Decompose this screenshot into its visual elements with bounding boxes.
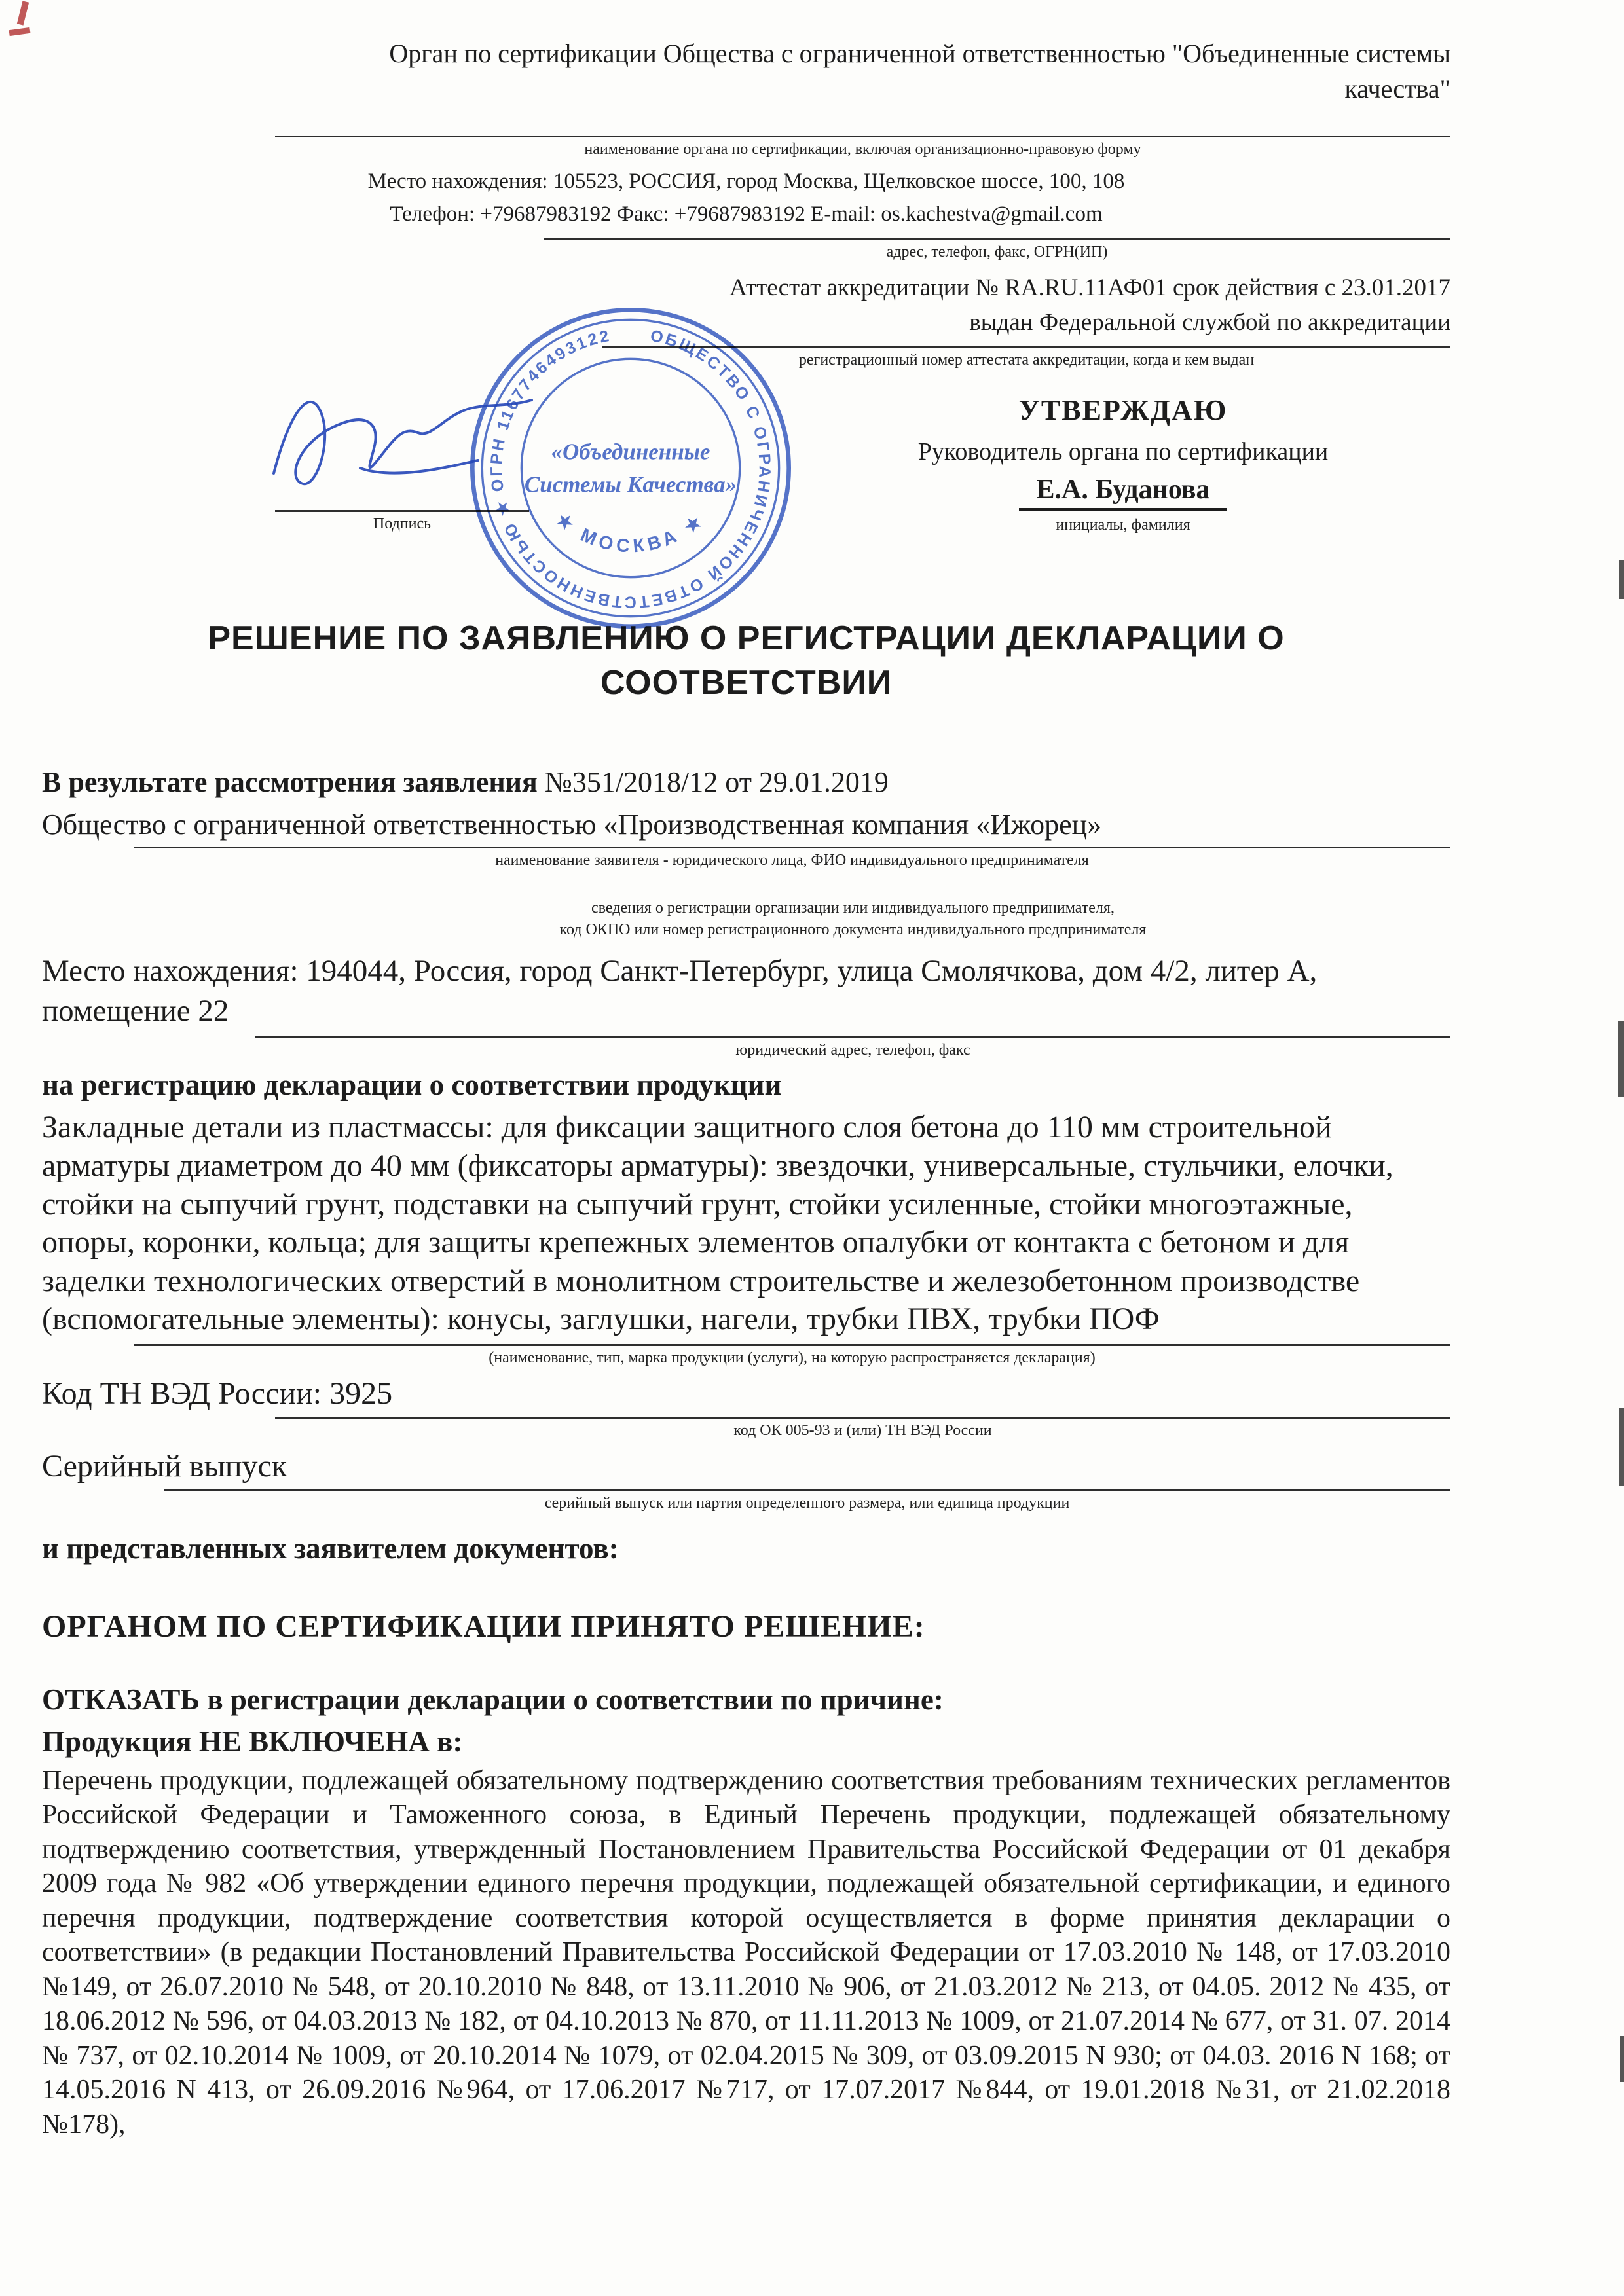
application-intro-bold: В результате рассмотрения заявления: [42, 766, 538, 799]
decision-heading: ОРГАНОМ ПО СЕРТИФИКАЦИИ ПРИНЯТО РЕШЕНИЕ:: [42, 1609, 925, 1644]
approval-block: [796, 393, 1450, 535]
scan-artifact: [1619, 560, 1624, 599]
not-included-line: Продукция НЕ ВКЛЮЧЕНА в:: [42, 1724, 463, 1758]
head-name-caption: инициалы, фамилия: [1056, 517, 1190, 534]
accreditation-line1: Аттестат аккредитации № RA.RU.11АФ01 срок действия с 23.01.2017: [729, 274, 1450, 301]
accreditation-line2: выдан Федеральной службой по аккредитации: [969, 308, 1450, 336]
org-contacts-field: [544, 238, 1450, 262]
application-intro: [42, 765, 1450, 799]
registration-info-field: [255, 896, 1450, 939]
document-title-line1: РЕШЕНИЕ ПО ЗАЯВЛЕНИЮ О РЕГИСТРАЦИИ ДЕКЛАРАЦИИ О: [208, 619, 1285, 658]
org-contacts-caption: адрес, телефон, факс, ОГРН(ИП): [886, 244, 1108, 261]
serial-caption: серийный выпуск или партия определенного размера, или единица продукции: [544, 1494, 1070, 1512]
tnved-field: [275, 1417, 1450, 1440]
refusal-reason: Перечень продукции, подлежащей обязательному подтверждению соответствия требованиям технических регламентов Российской Федерации и Таможенного союза, в Единый Перечень продукции, подлежащей обязательному подтверждению соответствия, утвержденный Постановлением Правительства Российской Федерации от 01 декабря 2009 года № 982 «Об утверждении единого перечня продукции, подлежащей обязательной сертификации, и единого перечня продукции, подтверждение соответствия которой осуществляется в форме принятия декларации о соответствии» (в редакции Постановлений Правительства Российской Федерации от 17.03.2010 № 148, от 17.03.2010 №149, от 26.07.2010 № 548, от 20.10.2010 № 848, от 13.11.2010 № 906, от 21.03.2012 № 213, от 04.05. 2012 № 435, от 18.06.2012 № 596, от 04.03.2013 № 182, от 04.10.2013 № 870, от 11.11.2013 № 1009, от 21.07.2014 № 677, от 31. 07. 2014 № 737, от 02.10.2014 № 1009, от 20.10.2014 № 1079, от 02.04.2015 № 309, от 03.09.2015 N 930; от 04.03. 2016 N 168; от 14.05.2016 N 413, от 26.09.2016 №964, от 17.06.2017 №717, от 17.07.2017 №844, от 19.01.2018 №31, от 21.02.2018 №178),: [42, 1765, 1450, 2140]
tnved-caption: код ОК 005-93 и (или) ТН ВЭД России: [733, 1421, 992, 1439]
serial-issue: Серийный выпуск: [42, 1448, 287, 1484]
org-contacts: Телефон: +79687983192 Факс: +79687983192 E-mail: os.kachestva@gmail.com: [390, 202, 1103, 226]
applicant-field: [134, 847, 1450, 870]
signature-stroke: [262, 370, 550, 514]
product-field: [134, 1344, 1450, 1368]
registration-caption-line2: код ОКПО или номер регистрационного документа индивидуального предпринимателя: [559, 921, 1147, 939]
documents-line: и представленных заявителем документов:: [42, 1531, 619, 1565]
scan-artifact: [1619, 1408, 1624, 1486]
registration-heading: на регистрацию декларации о соответствии продукции: [42, 1068, 782, 1102]
address-field: [255, 1036, 1450, 1060]
org-address: Место нахождения: 105523, РОССИЯ, город Москва, Щелковское шоссе, 100, 108: [367, 170, 1125, 193]
head-name: Е.А. Буданова: [1019, 474, 1227, 511]
stamp-city-text: ★ МОСКВА ★: [551, 508, 710, 557]
certification-body-name-line1: Орган по сертификации Общества с ограниченной ответственностью "Объединенные системы: [389, 39, 1450, 68]
applicant-caption: наименование заявителя - юридического лица, ФИО индивидуального предпринимателя: [495, 852, 1089, 869]
approve-heading: УТВЕРЖДАЮ: [1018, 394, 1228, 427]
application-number: №351/2018/12 от 29.01.2019: [544, 766, 889, 799]
accreditation-caption: регистрационный номер аттестата аккредитации, когда и кем выдан: [798, 352, 1255, 369]
document-title-line2: СООТВЕТСТВИИ: [600, 663, 893, 702]
product-caption: (наименование, тип, марка продукции (услуги), на которую распространяется декларация): [489, 1349, 1096, 1366]
signature-caption: Подпись: [373, 515, 432, 533]
scan-artifact: [1618, 1021, 1624, 1097]
tnved-code: Код ТН ВЭД России: 3925: [42, 1376, 393, 1411]
registration-caption-line1: сведения о регистрации организации или индивидуального предпринимателя,: [591, 900, 1115, 917]
stamp-center-line1: «Объединенные: [551, 439, 710, 465]
refusal-line: ОТКАЗАТЬ в регистрации декларации о соответствии по причине:: [42, 1683, 944, 1716]
org-name-field: [275, 136, 1450, 159]
stamp-ring-text: ОБЩЕСТВО С ОГРАНИЧЕННОЙ ОТВЕТСТВЕННОСТЬЮ ★ ОГРН 1167746493122: [487, 326, 774, 611]
applicant-address: Место нахождения: 194044, Россия, город Санкт-Петербург, улица Смолячкова, дом 4/2, литер А, помещение 22: [42, 954, 1318, 1029]
product-description: Закладные детали из пластмассы: для фиксации защитного слоя бетона до 110 мм строительной арматуры диаметром до 40 мм (фиксаторы арматуры): звездочки, универсальные, стульчики, елочки, стойки на сыпучий грунт, подставки на сыпучий грунт, стойки усиленные, стойки многоэтажные, опоры, коронки, кольца; для защиты крепежных элементов опалубки от контакта с бетоном и для заделки технологических отверстий в монолитном строительстве и железобетонном производстве (вспомогательные элементы): конусы, заглушки, нагели, трубки ПВХ, трубки ПОФ: [42, 1110, 1393, 1337]
serial-field: [164, 1489, 1450, 1513]
certification-body-name-line2: качества": [1344, 74, 1450, 103]
org-name-caption: наименование органа по сертификации, включая организационно-правовую форму: [584, 141, 1141, 158]
head-role: Руководитель органа по сертификации: [917, 438, 1329, 466]
scan-artifact: [1620, 2036, 1624, 2082]
head-name-wrap: [796, 466, 1450, 511]
address-caption: юридический адрес, телефон, факс: [735, 1042, 970, 1059]
stamp-center-line2: Системы Качества»: [524, 471, 737, 498]
applicant-name: Общество с ограниченной ответственностью «Производственная компания «Ижорец»: [42, 809, 1102, 841]
certification-body-name: [42, 36, 1450, 107]
